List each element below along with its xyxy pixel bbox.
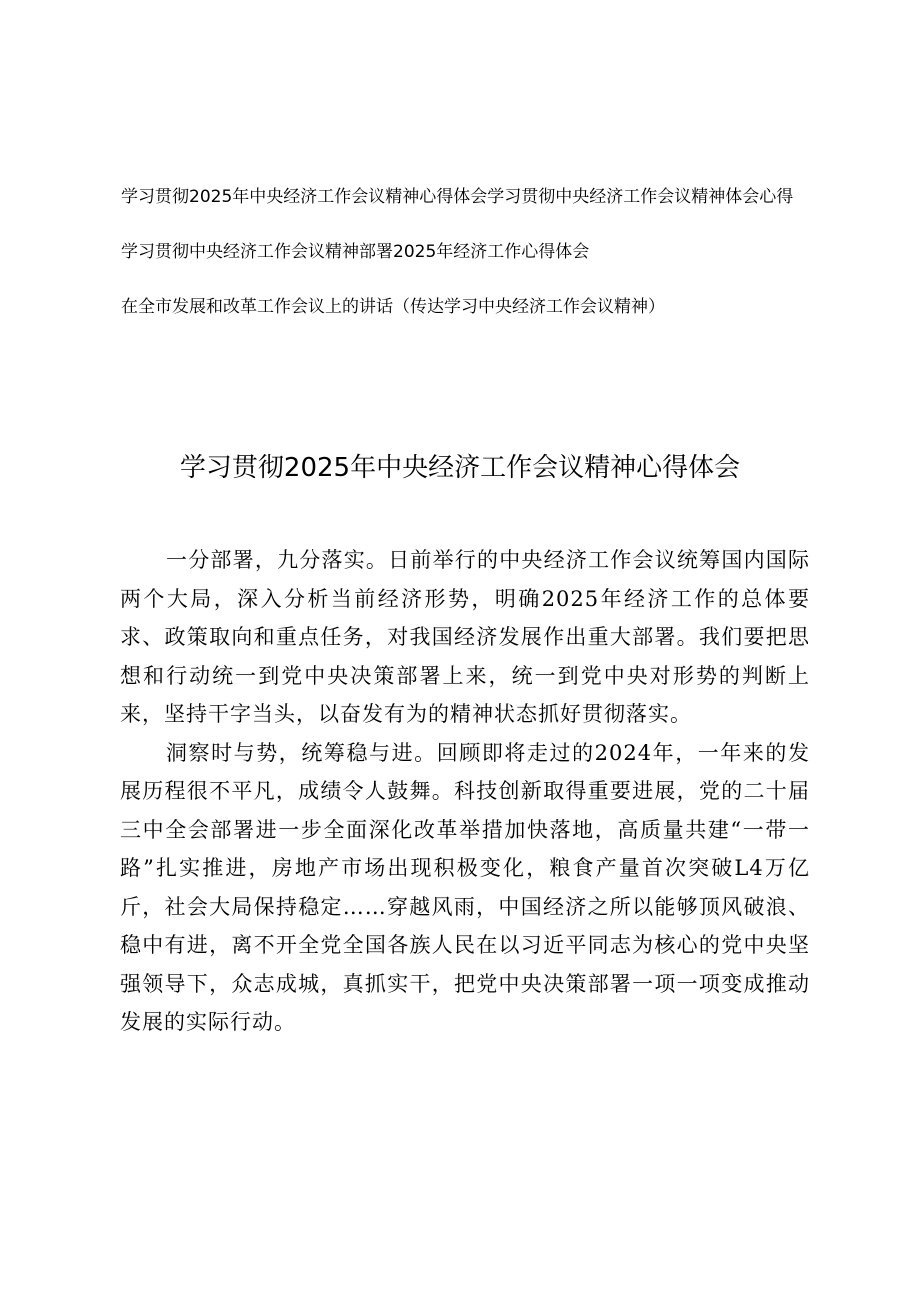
contents-list [121, 185, 821, 350]
contents-item: 在全市发展和改革工作会议上的讲话（传达学习中央经济工作会议精神） [121, 297, 665, 317]
body-paragraph: 洞察时与势，统筹稳与进。回顾即将走过的2024年，一年来的发展历程很不平凡，成绩令人鼓舞。科技创新取得重要进展，党的二十届三中全会部署进一步全面深化改革举措加快落地，高质量共建“一带一路”扎实推进，房地产市场出现积极变化，粮食产量首次突破L4万亿斤，社会大局保持稳定……穿越风雨，中国经济之所以能够顶风破浪、稳中有进，离不开全党全国各族人民在以习近平同志为核心的党中央坚强领导下，众志成城，真抓实干，把党中央决策部署一项一项变成推动发展的实际行动。 [120, 740, 810, 1034]
article-body [120, 541, 810, 1042]
contents-item: 学习贯彻2025年中央经济工作会议精神心得体会学习贯彻中央经济工作会议精神体会心得 [121, 187, 794, 207]
contents-item: 学习贯彻中央经济工作会议精神部署2025年经济工作心得体会 [121, 242, 590, 262]
article-title: 学习贯彻2025年中央经济工作会议精神心得体会 [179, 453, 741, 483]
body-paragraph: 一分部署，九分落实。日前举行的中央经济工作会议统筹国内国际两个大局，深入分析当前经济形势，明确2025年经济工作的总体要求、政策取向和重点任务，对我国经济发展作出重大部署。我们要把思想和行动统一到党中央决策部署上来，统一到党中央对形势的判断上来，坚持干字当头，以奋发有为的精神状态抓好贯彻落实。 [120, 548, 810, 726]
